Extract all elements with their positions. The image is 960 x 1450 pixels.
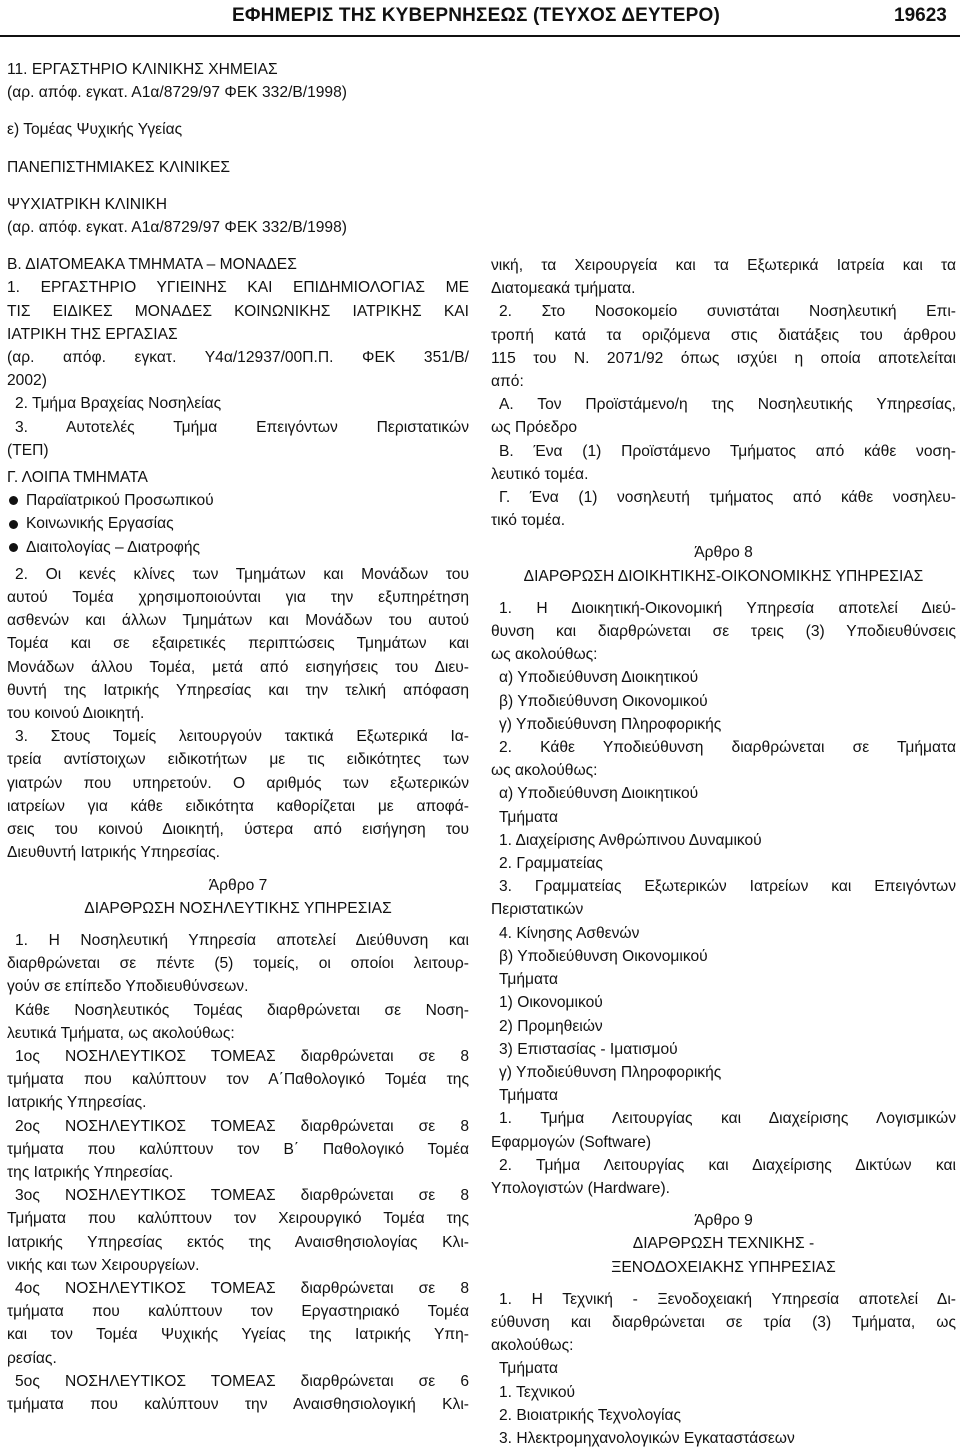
paragraph-line: γιατρών που υπηρετούν. Ο αριθμός των εξωτερικών (7, 774, 469, 792)
list-item: Τμήματα (499, 971, 558, 989)
bullet-label: Κοινωνικής Εργασίας (26, 515, 174, 533)
paragraph-line: 3ος ΝΟΣΗΛΕΥΤΙΚΟΣ ΤΟΜΕΑΣ διαρθρώνεται σε 8 (15, 1187, 469, 1205)
paragraph-line: της Ιατρικής Υπηρεσίας. (7, 1163, 174, 1181)
list-item: 1. Τεχνικού (499, 1383, 576, 1401)
b1-line: ΙΑΤΡΙΚΗ ΤΗΣ ΕΡΓΑΣΙΑΣ (7, 325, 178, 343)
paragraph-line: 2ος ΝΟΣΗΛΕΥΤΙΚΟΣ ΤΟΜΕΑΣ διαρθρώνεται σε 8 (15, 1117, 469, 1135)
article-9-heading: ΔΙΑΡΘΡΩΣΗ ΤΕΧΝΙΚΗΣ - (632, 1235, 815, 1253)
paragraph-line: τμήματα που καλύπτουν τον Εργαστηριακό Τομέα (7, 1303, 469, 1321)
bullet-label: Παραϊατρικού Προσωπικού (26, 492, 214, 510)
article-8-heading: ΔΙΑΡΘΡΩΣΗ ΔΙΟΙΚΗΤΙΚΗΣ-ΟΙΚΟΝΟΜΙΚΗΣ ΥΠΗΡΕΣΙΑΣ (523, 567, 924, 585)
list-item: 3) Επιστασίας - Ιματισμού (499, 1040, 678, 1058)
right-column (491, 254, 956, 1450)
list-item: α) Υποδιεύθυνση Διοικητικού (499, 785, 699, 803)
list-item: 2. Βιοιατρικής Τεχνολογίας (499, 1406, 682, 1424)
paragraph-line: Διατομεακά τμήματα. (491, 280, 636, 298)
header-divider (0, 35, 960, 37)
paragraph-line: Ιατρικής Υπηρεσίας εκτός της Αναισθησιολογίας Κλι- (7, 1233, 469, 1251)
list-item: 1) Οικονομικού (499, 994, 603, 1012)
paragraph-line: Τομέα και σε εξαιρετικές περιπτώσεις Τμημάτων και (7, 635, 469, 653)
paragraph-line: Διευθυντή Ιατρικής Υπηρεσίας. (7, 844, 221, 862)
paragraph-line: ως ακολούθως: (491, 762, 598, 780)
committee-paragraph (491, 300, 956, 393)
paragraph-line: τμήματα που καλύπτουν τον Α΄Παθολογικό Τομέα της (7, 1071, 469, 1089)
bullet-icon (9, 543, 18, 552)
b3-line: (ΤΕΠ) (7, 441, 49, 459)
article-8-title: Άρθρο 8 (694, 544, 753, 562)
paragraph-line: του κοινού Διοικητή. (7, 705, 145, 723)
paragraph-line: τμήματα που καλύπτουν τον Β΄ Παθολογικό Τομέα (7, 1140, 469, 1158)
list-item-multiline (491, 1107, 956, 1153)
nursing-sector-1 (7, 1045, 469, 1115)
paragraph-line: σεις του κοινού Διοικητή, ύστερα από εισήγηση του (7, 821, 469, 839)
list-item: α) Υποδιεύθυνση Διοικητικού (499, 669, 699, 687)
paragraph-line: Εφαρμογών (Software) (491, 1133, 652, 1151)
nursing-sector-2 (7, 1115, 469, 1185)
paragraph-2 (7, 563, 469, 725)
section-b-heading: Β. ΔΙΑΤΟΜΕΑΚΑ ΤΜΗΜΑΤΑ – ΜΟΝΑΔΕΣ (7, 256, 297, 274)
paragraph-line: 2. Κάθε Υποδιεύθυνση διαρθρώνεται σε Τμήματα (499, 739, 956, 757)
list-item: 2) Προμηθειών (499, 1017, 603, 1035)
paragraph-line: τροπή κατά τα οριζόμενα στις διατάξεις του άρθρου (491, 326, 956, 344)
list-item: Τμήματα (499, 1087, 558, 1105)
b1-line: (αρ. απόφ. εγκατ. Υ4α/12937/00Π.Π. ΦΕΚ 351/Β/ (7, 349, 469, 367)
paragraph-line: 5ος ΝΟΣΗΛΕΥΤΙΚΟΣ ΤΟΜΕΑΣ διαρθρώνεται σε 6 (15, 1372, 469, 1390)
paragraph-line: Β. Ένα (1) Προϊστάμενο Τμήματος από κάθε νοση- (499, 442, 956, 460)
article-7-title: Άρθρο 7 (208, 876, 268, 894)
paragraph-line: γούν σε επίπεδο Υποδιευθύνσεων. (7, 978, 249, 996)
paragraph-line: ρεσίας. (7, 1349, 57, 1367)
paragraph-line: νική, τα Χειρουργεία και τα Εξωτερικά Ιατρεία και τα (491, 257, 956, 274)
paragraph-3 (7, 725, 469, 864)
paragraph-line: ιατρείων για κάθε ειδικότητα καθορίζεται με αποφά- (7, 797, 469, 815)
list-item-multiline (491, 875, 956, 921)
paragraph-line: διαρθρώνεται σε πέντε (5) τομείς, οι οποίοι λειτουρ- (7, 955, 469, 973)
paragraph-line: θυνση και διαρθρώνεται σε τρεις (3) Υποδιευθύνσεις (491, 623, 956, 641)
paragraph-line: 1ος ΝΟΣΗΛΕΥΤΙΚΟΣ ΤΟΜΕΑΣ διαρθρώνεται σε 8 (15, 1047, 469, 1065)
lab-heading-line-1: 11. ΕΡΓΑΣΤΗΡΙΟ ΚΛΙΝΙΚΗΣ ΧΗΜΕΙΑΣ (7, 61, 278, 78)
article-8-paragraph-2 (491, 736, 956, 782)
list-item: 3. Ηλεκτρομηχανολογικών Εγκαταστάσεων (499, 1429, 795, 1447)
list-item: 2. Γραμματείας (499, 855, 603, 873)
page-number: 19623 (894, 5, 947, 26)
paragraph-line: Τμήματα που καλύπτουν τον Χειρουργικό Τομέα της (7, 1210, 469, 1228)
paragraph-line: Μονάδων άλλου Τομέα, μετά από εισηγήσεις του Διευ- (7, 658, 469, 676)
bullet-label: Διαιτολογίας – Διατροφής (26, 538, 201, 556)
paragraph-line: ασθενών και άλλων Τμημάτων και Μονάδων του αυτού (7, 612, 469, 630)
bullet-item (7, 512, 469, 535)
psych-clinic-reference: (αρ. απόφ. εγκατ. Α1α/8729/97 ΦΕΚ 332/Β/1998) (7, 219, 347, 237)
paragraph-line: 2. Τμήμα Λειτουργίας και Διαχείρισης Δικτύων και (499, 1156, 956, 1174)
article-7-paragraph-1 (7, 929, 469, 999)
article-9-heading: ΞΕΝΟΔΟΧΕΙΑΚΗΣ ΥΠΗΡΕΣΙΑΣ (611, 1258, 836, 1276)
list-item: Τμήματα (499, 808, 558, 826)
paragraph-line: Γ. Ένα (1) νοσηλευτή τμήματος από κάθε νοσηλευ- (499, 489, 956, 507)
paragraph-line: 115 του Ν. 2071/92 όπως ισχύει η οποία αποτελείται (491, 349, 956, 367)
article-7-heading: ΔΙΑΡΘΡΩΣΗ ΝΟΣΗΛΕΥΤΙΚΗΣ ΥΠΗΡΕΣΙΑΣ (84, 899, 392, 917)
paragraph-line: Κάθε Νοσηλευτικός Τομέας διαρθρώνεται σε Νοση- (15, 1001, 469, 1019)
b1-line: 2002) (7, 372, 47, 390)
list-item: γ) Υποδιεύθυνση Πληροφορικής (499, 1063, 722, 1081)
paragraph-line: 3. Γραμματείας Εξωτερικών Ιατρείων και Επειγόντων (499, 878, 956, 896)
paragraph-line: αυτού Τομέα χρησιμοποιούνται για την εξυπηρέτηση (7, 589, 469, 607)
paragraph-line: Υπολογιστών (Hardware). (491, 1179, 670, 1197)
page-header (0, 0, 960, 40)
paragraph-line: 2. Στο Νοσοκομείο συνιστάται Νοσηλευτική Επι- (499, 303, 956, 321)
paragraph-line: 1. Η Διοικητική-Οικονομική Υπηρεσία αποτελεί Διεύ- (499, 599, 956, 617)
paragraph-line: 1. Η Τεχνική - Ξενοδοχειακή Υπηρεσία αποτελεί Δι- (499, 1290, 956, 1308)
b3-line: 3. Αυτοτελές Τμήμα Επειγόντων Περιστατικών (15, 418, 469, 436)
nursing-sector-5 (7, 1370, 469, 1416)
nursing-sector-3 (7, 1184, 469, 1277)
paragraph-line: τικό τομέα. (491, 512, 566, 530)
paragraph-line: τρεία αντίστοιχων ειδικοτήτων με τις ειδικότητες των (7, 751, 469, 769)
b1-line: ΤΙΣ ΕΙΔΙΚΕΣ ΜΟΝΑΔΕΣ ΚΟΙΝΩΝΙΚΗΣ ΙΑΤΡΙΚΗΣ ΚΑΙ (7, 302, 469, 320)
paragraph-line: 3. Στους Τομείς λειτουργούν τακτικά Εξωτερικά Ια- (15, 728, 469, 746)
list-item-multiline (491, 1154, 956, 1200)
list-item: Τμήματα (499, 1360, 558, 1378)
list-item: β) Υποδιεύθυνση Οικονομικού (499, 692, 708, 710)
paragraph-line: Ιατρικής Υπηρεσίας. (7, 1094, 147, 1112)
b2-item: 2. Τμήμα Βραχείας Νοσηλείας (15, 395, 222, 413)
paragraph-line: εύθυνση και διαρθρώνεται σε τρία (3) Τμήματα, ως (491, 1313, 956, 1331)
bullet-icon (9, 496, 18, 505)
lab-heading-line-2: (αρ. απόφ. εγκατ. Α1α/8729/97 ΦΕΚ 332/Β/1998) (7, 84, 347, 102)
list-item: 4. Κίνησης Ασθενών (499, 924, 640, 942)
b1-line: 1. ΕΡΓΑΣΤΗΡΙΟ ΥΓΙΕΙΝΗΣ ΚΑΙ ΕΠΙΔΗΜΙΟΛΟΓΙΑΣ ΜΕ (7, 279, 469, 297)
paragraph-line: τμήματα που καλύπτουν την Αναισθησιολογική Κλι- (7, 1395, 469, 1413)
bullet-item (7, 536, 469, 559)
paragraph-line: Περιστατικών (491, 901, 584, 919)
paragraph-line: και τον Τομέα Ψυχικής Υγείας της Ιατρικής Υπη- (7, 1326, 469, 1344)
list-item: γ) Υποδιεύθυνση Πληροφορικής (499, 715, 722, 733)
article-8-paragraph-1 (491, 597, 956, 667)
list-item: β) Υποδιεύθυνση Οικονομικού (499, 947, 708, 965)
paragraph-line: λευτικό τομέα. (491, 465, 589, 483)
paragraph-line: από: (491, 373, 524, 391)
paragraph-line: νικής και των Χειρουργείων. (7, 1256, 200, 1274)
committee-member-c (491, 486, 956, 532)
section-c-heading: Γ. ΛΟΙΠΑ ΤΜΗΜΑΤΑ (7, 469, 148, 487)
paragraph-line: 1. Τμήμα Λειτουργίας και Διαχείρισης Λογισμικών (499, 1110, 956, 1128)
committee-member-a (491, 393, 956, 439)
bullet-icon (9, 520, 18, 529)
continued-paragraph (491, 254, 956, 300)
list-item: 1. Διαχείρισης Ανθρώπινου Δυναμικού (499, 831, 762, 849)
sector-heading: ε) Τομέας Ψυχικής Υγείας (7, 121, 183, 139)
article-9-paragraph-1 (491, 1288, 956, 1358)
paragraph-line: ως ακολούθως: (491, 646, 598, 664)
paragraph-line: λευτικά Τμήματα, ως ακολούθως: (7, 1024, 235, 1042)
paragraph-line: θυντή της Ιατρικής Υπηρεσίας και την τελική απόφαση (7, 681, 469, 699)
paragraph-line: 1. Η Νοσηλευτική Υπηρεσία αποτελεί Διεύθυνση και (15, 931, 469, 949)
article-7-paragraph-2 (7, 999, 469, 1045)
paragraph-line: ακολούθως: (491, 1337, 574, 1355)
nursing-sector-4 (7, 1277, 469, 1370)
committee-member-b (491, 440, 956, 486)
university-clinics-heading: ΠΑΝΕΠΙΣΤΗΜΙΑΚΕΣ ΚΛΙΝΙΚΕΣ (7, 158, 231, 176)
paragraph-line: 4ος ΝΟΣΗΛΕΥΤΙΚΟΣ ΤΟΜΕΑΣ διαρθρώνεται σε 8 (15, 1279, 469, 1297)
gazette-title: ΕΦΗΜΕΡΙΣ ΤΗΣ ΚΥΒΕΡΝΗΣΕΩΣ (ΤΕΥΧΟΣ ΔΕΥΤΕΡΟ) (232, 5, 720, 26)
left-column (7, 58, 469, 1416)
paragraph-line: ως Πρόεδρο (491, 419, 578, 437)
article-9-title: Άρθρο 9 (694, 1212, 753, 1230)
paragraph-line: Α. Τον Προϊστάμενο/η της Νοσηλευτικής Υπηρεσίας, (499, 396, 956, 414)
bullet-item (7, 489, 469, 512)
paragraph-line: 2. Οι κενές κλίνες των Τμημάτων και Μονάδων του (15, 565, 469, 583)
psych-clinic-heading: ΨΥΧΙΑΤΡΙΚΗ ΚΛΙΝΙΚΗ (7, 195, 168, 213)
